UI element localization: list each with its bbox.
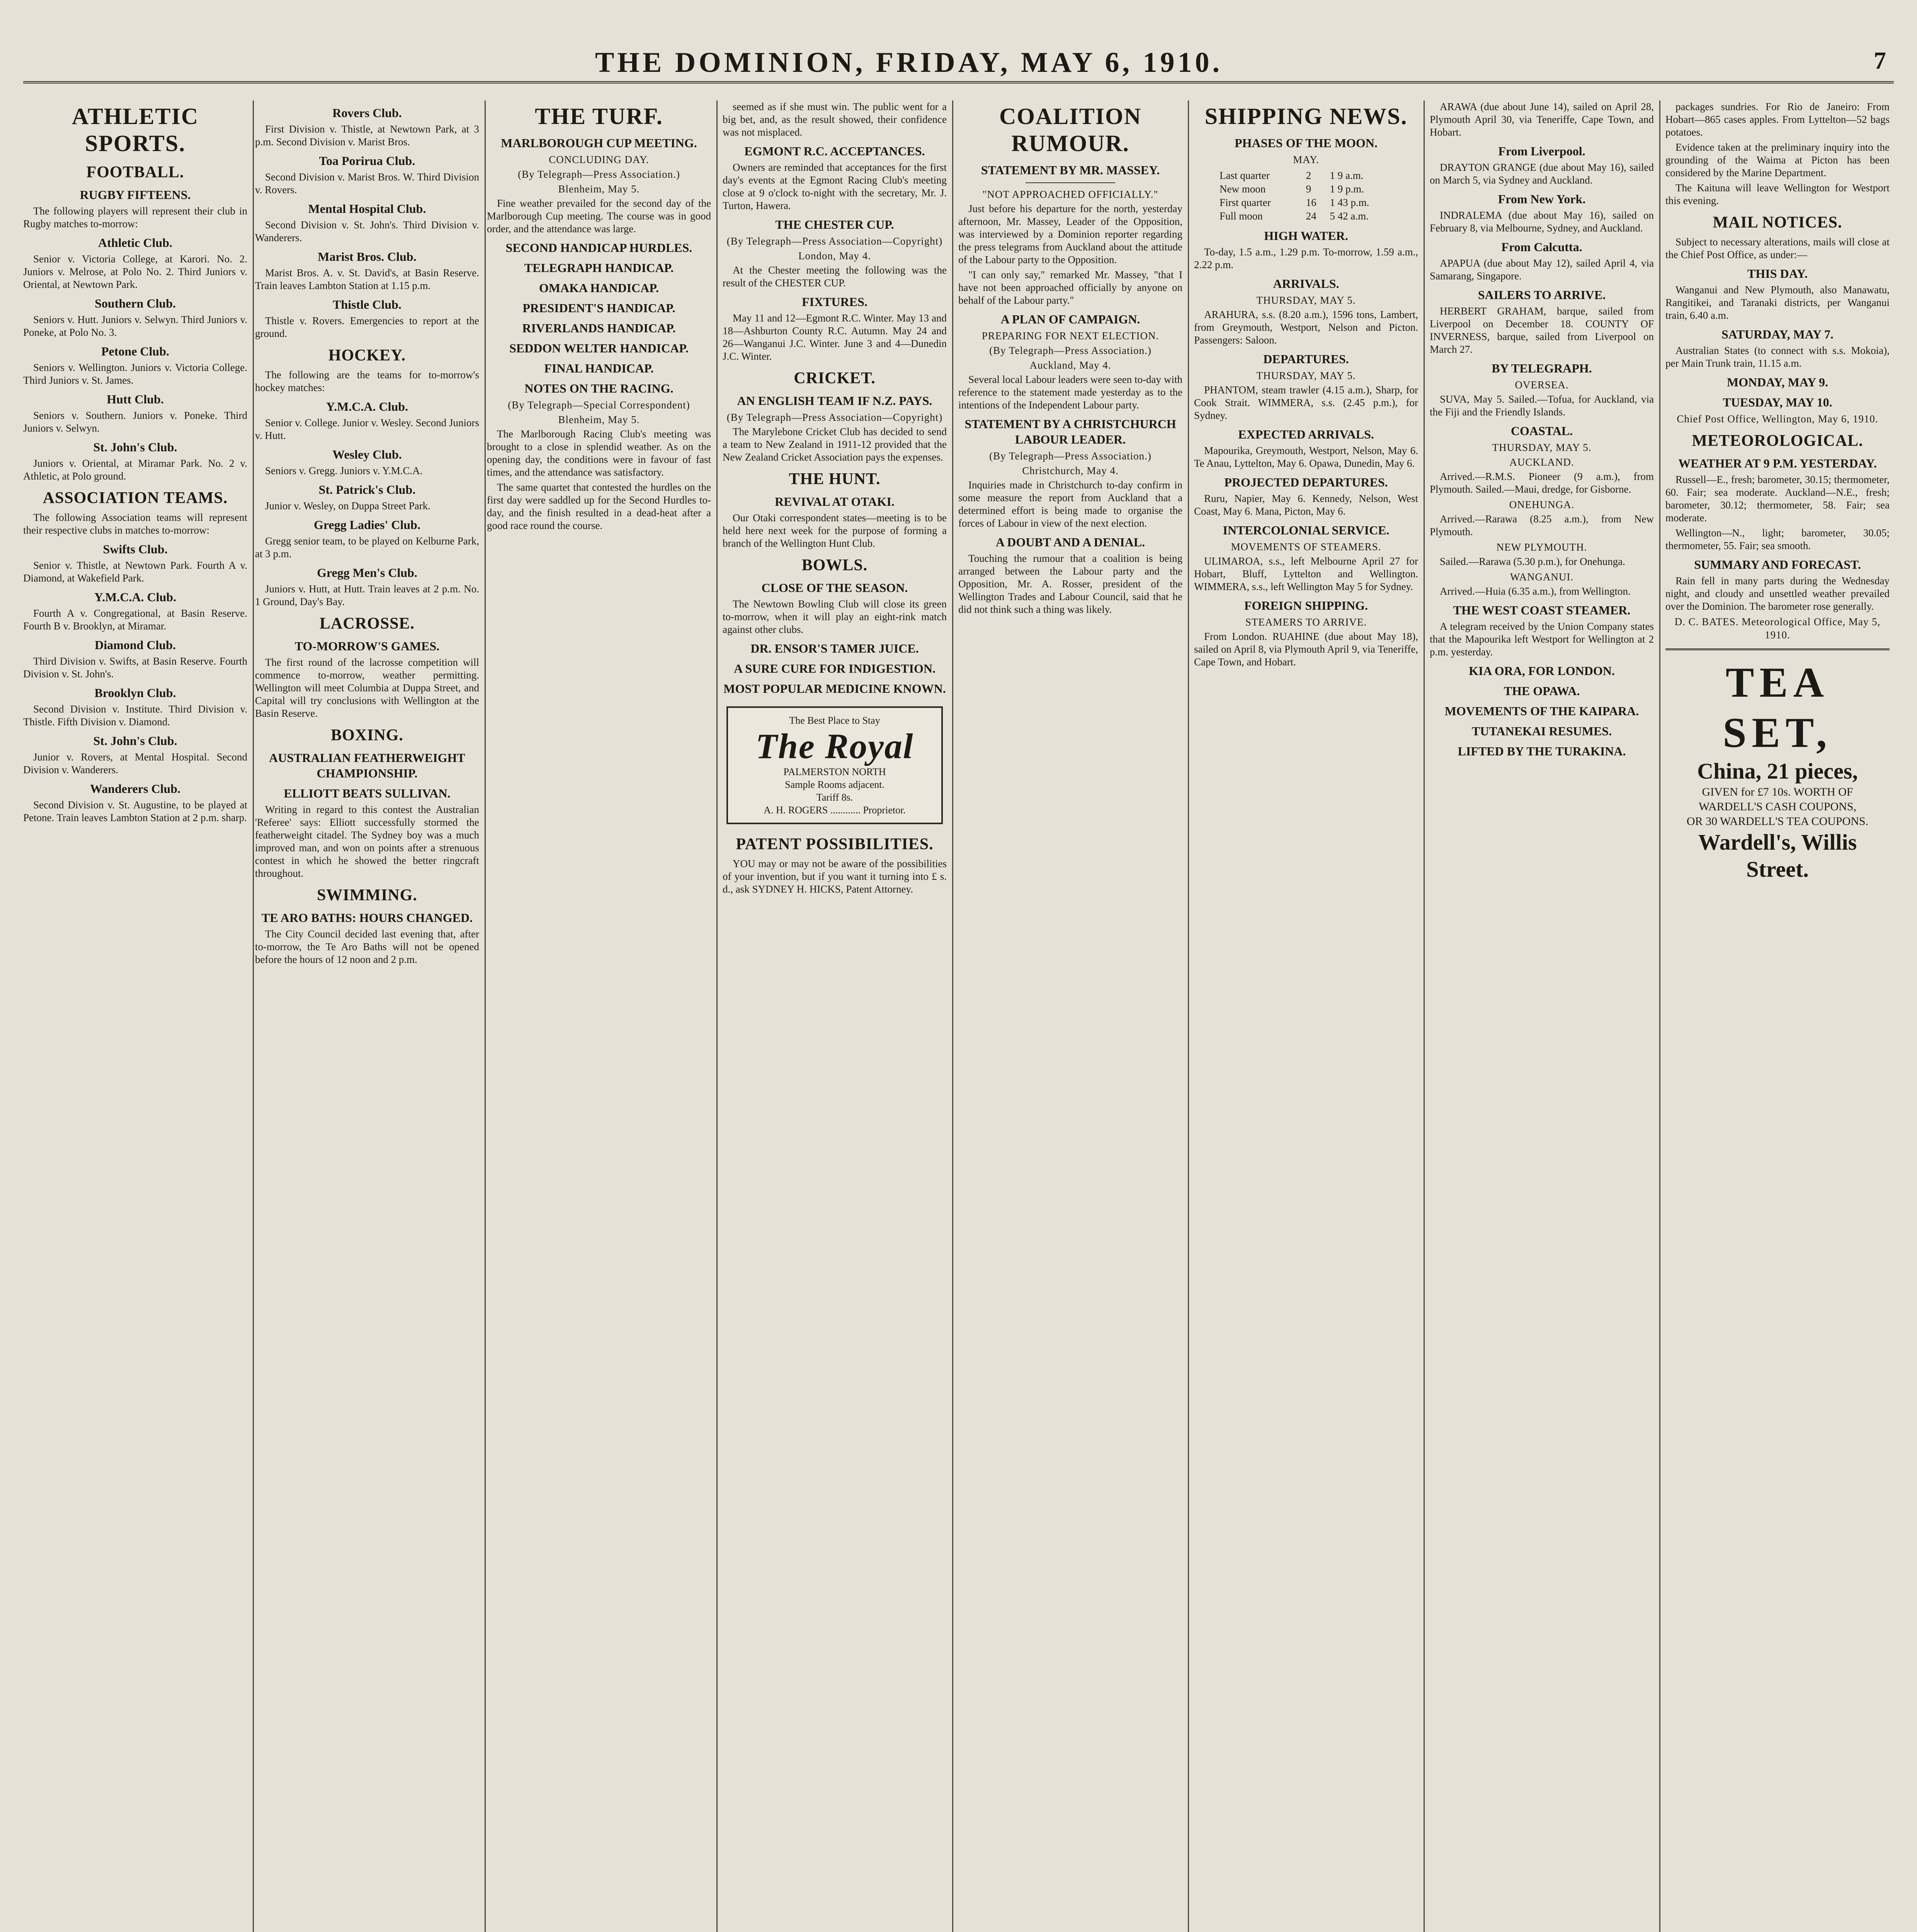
item-heading: AN ENGLISH TEAM IF N.Z. PAYS. [737, 394, 932, 408]
item-heading: Petone Club. [101, 344, 169, 358]
item-heading: Y.M.C.A. Club. [326, 400, 408, 413]
dateline: Auckland, May 4. [1029, 359, 1111, 371]
dateline: (By Telegraph—Press Association.) [989, 450, 1152, 462]
article-paragraph: HERBERT GRAHAM, barque, sailed from Liverpool on December 18. COUNTY OF INVERNESS, barque, sailed from Liverpool on March 27. [1430, 305, 1654, 355]
item-heading: INTERCOLONIAL SERVICE. [1223, 523, 1390, 537]
item-heading: MARLBOROUGH CUP MEETING. [501, 136, 697, 150]
dateline: STEAMERS TO ARRIVE. [1245, 616, 1367, 628]
item-heading: SATURDAY, MAY 7. [1721, 327, 1834, 341]
page-number: 7 [1874, 47, 1886, 74]
item-heading: OMAKA HANDICAP. [539, 281, 659, 295]
dateline: (By Telegraph—Special Correspondent) [508, 399, 690, 411]
tea-set-advertisement [1665, 657, 1890, 883]
moon-time: 1 9 a.m. [1330, 170, 1364, 181]
article-paragraph: The following Association teams will represent their respective clubs in matches to-morrow: [23, 512, 247, 536]
subsection-heading: BOXING. [331, 726, 403, 744]
column-4 [723, 100, 953, 1932]
item-heading: SECOND HANDICAP HURDLES. [505, 241, 692, 255]
article-paragraph: Third Division v. Swifts, at Basin Reserve. Fourth Division v. St. John's. [23, 655, 247, 680]
article-paragraph: Seniors v. Gregg. Juniors v. Y.M.C.A. [265, 465, 423, 476]
subsection-heading: SWIMMING. [317, 886, 417, 904]
article-paragraph: Second Division v. St. Augustine, to be played at Petone. Train leaves Lambton Station at 2 p.m. sharp. [23, 799, 247, 823]
dateline: MAY. [1293, 154, 1319, 165]
article-paragraph: Mapourika, Greymouth, Westport, Nelson, May 6. Te Anau, Lyttelton, May 6. Opawa, Dunedin, May 6. [1194, 445, 1418, 469]
subsection-heading: MAIL NOTICES. [1713, 214, 1842, 231]
article-paragraph: Sailed.—Rarawa (5.30 p.m.), for Onehunga. [1440, 556, 1625, 567]
subsection-heading: CRICKET. [794, 369, 876, 387]
item-heading: DEPARTURES. [1263, 352, 1349, 366]
article-paragraph: The Marylebone Cricket Club has decided to send a team to New Zealand in 1911-12 provided that the New Zealand Cricket Association pays the expenses. [723, 426, 947, 463]
item-heading: TELEGRAPH HANDICAP. [524, 261, 674, 275]
article-paragraph: Second Division v. St. John's. Third Division v. Wanderers. [255, 219, 479, 243]
item-heading: A PLAN OF CAMPAIGN. [1000, 312, 1140, 326]
item-heading: Mental Hospital Club. [308, 202, 426, 216]
item-heading: TUESDAY, MAY 10. [1723, 395, 1832, 409]
item-heading: HIGH WATER. [1264, 229, 1348, 243]
article-paragraph: May 11 and 12—Egmont R.C. Winter. May 13 and 18—Ashburton County R.C. Autumn. May 24 and 26—Wanganui J.C. Winter. June 3 and 4—Dunedin J.C. Winter. [723, 312, 947, 362]
dateline: Christchurch, May 4. [1022, 465, 1119, 476]
item-heading: Diamond Club. [95, 638, 176, 652]
ad-line: GIVEN for £7 10s. WORTH OF [1702, 786, 1853, 798]
item-heading: THE OPAWA. [1504, 684, 1580, 698]
ad-tariff: Tariff 8s. [816, 792, 853, 803]
column-5 [958, 100, 1189, 1932]
item-heading: St. John's Club. [93, 734, 177, 748]
item-heading: TO-MORROW'S GAMES. [294, 639, 440, 653]
article-paragraph: Seniors v. Wellington. Juniors v. Victoria College. Third Juniors v. St. James. [23, 362, 247, 386]
item-heading: Gregg Men's Club. [317, 566, 417, 580]
article-paragraph: Senior v. College. Junior v. Wesley. Second Juniors v. Hutt. [255, 417, 479, 441]
dateline: MOVEMENTS OF STEAMERS. [1231, 541, 1381, 553]
item-heading: FINAL HANDICAP. [544, 361, 654, 375]
item-heading: Rovers Club. [332, 106, 402, 120]
column-1 [23, 100, 254, 1932]
item-heading: LIFTED BY THE TURAKINA. [1458, 744, 1626, 758]
article-paragraph: Arrived.—Huia (6.35 a.m.), from Wellington. [1440, 585, 1631, 597]
item-heading: St. John's Club. [93, 440, 177, 454]
moon-phase: First quarter [1220, 197, 1271, 208]
dateline: (By Telegraph—Press Association.) [989, 345, 1152, 356]
article-paragraph: Rain fell in many parts during the Wednesday night, and cloudy and unsettled weather prevailed over the Dominion. The barometer rose generally. [1665, 575, 1890, 612]
item-heading: Hutt Club. [107, 392, 164, 406]
item-heading: SUMMARY AND FORECAST. [1694, 558, 1861, 571]
section-heading: SHIPPING NEWS. [1204, 104, 1408, 129]
article-paragraph: Arrived.—Rarawa (8.25 a.m.), from New Plymouth. [1430, 513, 1654, 537]
item-heading: THE WEST COAST STEAMER. [1453, 603, 1631, 617]
moon-phases-table [1216, 168, 1396, 223]
item-heading: EXPECTED ARRIVALS. [1238, 427, 1374, 441]
dateline: OVERSEA. [1515, 379, 1569, 391]
item-heading: SEDDON WELTER HANDICAP. [509, 341, 689, 355]
item-heading: Brooklyn Club. [94, 686, 176, 700]
ad-subheadline: China, 21 pieces, [1697, 759, 1858, 784]
item-heading: Marist Bros. Club. [318, 250, 417, 264]
subsection-heading: THE HUNT. [789, 470, 881, 488]
article-paragraph: Juniors v. Hutt, at Hutt. Train leaves at 2 p.m. No. 1 Ground, Day's Bay. [255, 583, 479, 607]
article-paragraph: Junior v. Rovers, at Mental Hospital. Second Division v. Wanderers. [23, 751, 247, 776]
item-heading: REVIVAL AT OTAKI. [775, 495, 895, 509]
item-heading: RIVERLANDS HANDICAP. [522, 321, 676, 335]
newspaper-title: THE DOMINION, FRIDAY, MAY 6, 1910. [595, 47, 1223, 78]
subsection-heading: HOCKEY. [328, 347, 406, 364]
dateline: ONEHUNGA. [1509, 499, 1575, 510]
ad-line: WARDELL'S CASH COUPONS, [1699, 800, 1856, 813]
item-heading: CLOSE OF THE SEASON. [761, 581, 908, 595]
article-paragraph: To-day, 1.5 a.m., 1.29 p.m. To-morrow, 1.59 a.m., 2.22 p.m. [1194, 246, 1418, 270]
article-paragraph: Seniors v. Southern. Juniors v. Poneke. Third Juniors v. Selwyn. [23, 410, 247, 434]
article-paragraph: Our Otaki correspondent states—meeting is to be held here next week for the purpose of forming a branch of the Wellington Hunt Club. [723, 512, 947, 549]
ad-location: PALMERSTON NORTH [783, 766, 886, 777]
item-heading: PROJECTED DEPARTURES. [1224, 475, 1388, 489]
column-2 [255, 100, 486, 1932]
dateline: Blenheim, May 5. [558, 183, 640, 195]
dateline: (By Telegraph—Press Association—Copyright) [726, 235, 943, 247]
table-row [1217, 169, 1395, 182]
article-paragraph: APAPUA (due about May 12), sailed April 4, via Samarang, Singapore. [1430, 257, 1654, 282]
item-heading: TE ARO BATHS: HOURS CHANGED. [261, 911, 473, 925]
article-paragraph: packages sundries. For Rio de Janeiro: From Hobart—865 cases apples. From Lyttelton—52 bags potatoes. [1665, 101, 1890, 138]
item-heading: SAILERS TO ARRIVE. [1478, 288, 1606, 302]
ad-line: OR 30 WARDELL'S TEA COUPONS. [1686, 815, 1869, 828]
article-paragraph: Several local Labour leaders were seen to-day with reference to the statement made yesterday as to the intentions of the Independent Labour party. [958, 374, 1182, 411]
article-paragraph: Seniors v. Hutt. Juniors v. Selwyn. Third Juniors v. Poneke, at Polo No. 3. [23, 314, 247, 338]
item-heading: MOVEMENTS OF THE KAIPARA. [1444, 704, 1639, 718]
ad-headline: TEA SET, [1723, 659, 1832, 756]
dateline: THURSDAY, MAY 5. [1492, 442, 1592, 453]
item-heading: Y.M.C.A. Club. [94, 590, 177, 604]
dateline: CONCLUDING DAY. [549, 154, 649, 165]
subsection-heading: FOOTBALL. [86, 163, 184, 181]
article-paragraph: ULIMAROA, s.s., left Melbourne April 27 for Hobart, Bluff, Lyttelton and Wellington. WIMMERA, s.s., left Wellington May 5 for Sydney. [1194, 555, 1418, 592]
moon-phase: Full moon [1220, 210, 1263, 222]
item-heading: ARRIVALS. [1273, 277, 1339, 291]
subsection-heading: BOWLS. [801, 556, 868, 574]
dateline: AUCKLAND. [1509, 456, 1574, 468]
item-heading: Swifts Club. [103, 542, 168, 556]
article-paragraph: DRAYTON GRANGE (due about May 16), sailed on March 5, via Sydney and Auckland. [1430, 162, 1654, 186]
article-paragraph: Inquiries made in Christchurch to-day confirm in some measure the report from Auckland that a determined effort is being made to organise the forces of Labour in view of the next election. [958, 479, 1182, 529]
item-heading: AUSTRALIAN FEATHERWEIGHT CHAMPIONSHIP. [269, 751, 465, 780]
item-heading: St. Patrick's Club. [318, 483, 416, 497]
item-heading: BY TELEGRAPH. [1492, 361, 1592, 375]
article-paragraph: Junior v. Wesley, on Duppa Street Park. [265, 500, 431, 512]
article-paragraph: Gregg senior team, to be played on Kelburne Park, at 3 p.m. [255, 535, 479, 560]
ad-tagline: The Best Place to Stay [789, 715, 880, 726]
item-heading: ELLIOTT BEATS SULLIVAN. [284, 786, 451, 800]
item-heading: A DOUBT AND A DENIAL. [995, 535, 1145, 549]
article-paragraph: Senior v. Victoria College, at Karori. No. 2. Juniors v. Melrose, at Polo No. 2. Third Juniors v. Oriental, at Newtown Park. [23, 253, 247, 290]
article-paragraph: The same quartet that contested the hurdles on the first day were saddled up for the Second Hurdles to-day, and the finish resulted in a dead-heat after a good race round the course. [487, 481, 711, 531]
section-heading: COALITION RUMOUR. [999, 104, 1142, 156]
article-paragraph: YOU may or may not be aware of the possibilities of your invention, but if you want it turning into £ s. d., ask SYDNEY H. HICKS, Patent Attorney. [723, 858, 947, 895]
dateline: Blenheim, May 5. [558, 414, 640, 425]
item-heading: PRESIDENT'S HANDICAP. [522, 301, 675, 315]
column-8 [1665, 100, 1895, 1932]
item-heading: Wanderers Club. [90, 782, 181, 796]
dateline: (By Telegraph—Press Association.) [518, 168, 680, 180]
dateline: "NOT APPROACHED OFFICIALLY." [982, 189, 1158, 200]
item-heading: From Calcutta. [1501, 240, 1582, 254]
moon-day: 9 [1306, 183, 1311, 195]
article-paragraph: Ruru, Napier, May 6. Kennedy, Nelson, West Coast, May 6. Mana, Picton, May 6. [1194, 493, 1418, 517]
item-heading: PHASES OF THE MOON. [1235, 136, 1378, 150]
dateline: PREPARING FOR NEXT ELECTION. [981, 330, 1159, 342]
section-heading: THE TURF. [535, 104, 663, 129]
item-heading: Southern Club. [95, 296, 176, 310]
article-paragraph: From London. RUAHINE (due about May 18), sailed on April 8, via Plymouth April 9, via Teneriffe, Cape Town, and Hobart. [1194, 631, 1418, 668]
column-3 [487, 100, 718, 1932]
table-row [1217, 196, 1395, 209]
moon-phase: New moon [1220, 183, 1266, 195]
article-paragraph: Just before his departure for the north, yesterday afternoon, Mr. Massey, Leader of the Opposition, was interviewed by a Dominion reporter regarding the press telegrams from Auckland about the attitude of the Labour party to the Opposition. [958, 203, 1182, 265]
item-heading: Athletic Club. [98, 236, 172, 250]
dateline: THURSDAY, MAY 5. [1256, 370, 1356, 381]
royal-hotel-advertisement [726, 706, 943, 824]
item-heading: FIXTURES. [802, 295, 867, 309]
article-paragraph: SUVA, May 5. Sailed.—Tofua, for Auckland, via the Fiji and the Friendly Islands. [1430, 393, 1654, 418]
article-paragraph: The City Council decided last evening that, after to-morrow, the Te Aro Baths will not be opened before the hours of 12 noon and 2 p.m. [255, 928, 479, 965]
dateline: NEW PLYMOUTH. [1496, 541, 1587, 553]
article-paragraph: ARAHURA, s.s. (8.20 a.m.), 1596 tons, Lambert, from Greymouth, Westport, Nelson and Picton. Passengers: Saloon. [1194, 309, 1418, 346]
article-paragraph: PHANTOM, steam trawler (4.15 a.m.), Sharp, for Cook Strait. WIMMERA, s.s. (2.45 p.m.), for Sydney. [1194, 384, 1418, 421]
article-paragraph: The first round of the lacrosse competition will commence to-morrow, weather permitting. Wellington will meet Columbia at Duppa Street, and Capital will try conclusions with Wellington at the Basin Reserve. [255, 656, 479, 719]
item-heading: DR. ENSOR'S TAMER JUICE. [750, 641, 919, 655]
article-paragraph: Australian States (to connect with s.s. Mokoia), per Main Trunk train, 11.15 a.m. [1665, 345, 1890, 369]
moon-time: 1 9 p.m. [1330, 183, 1364, 195]
item-heading: KIA ORA, FOR LONDON. [1469, 664, 1615, 678]
article-paragraph: At the Chester meeting the following was the result of the CHESTER CUP. [723, 264, 947, 289]
article-paragraph: Second Division v. Institute. Third Division v. Thistle. Fifth Division v. Diamond. [23, 703, 247, 728]
dateline: (By Telegraph—Press Association—Copyright) [726, 412, 943, 423]
column-6 [1194, 100, 1425, 1932]
masthead [23, 46, 1894, 83]
ad-footer: Wardell's, Willis Street. [1698, 830, 1857, 882]
article-paragraph: The following are the teams for to-morrow's hockey matches: [255, 369, 479, 393]
item-heading: THIS DAY. [1747, 267, 1808, 281]
moon-time: 1 43 p.m. [1330, 197, 1369, 208]
table-row [1217, 183, 1395, 196]
divider-rule [1665, 648, 1890, 650]
article-paragraph: Owners are reminded that acceptances for the first day's events at the Egmont Racing Club's meeting close at 9 o'clock to-night with the secretary, Mr. J. Turton, Hawera. [723, 162, 947, 211]
dateline: THURSDAY, MAY 5. [1256, 294, 1356, 306]
article-paragraph: Juniors v. Oriental, at Miramar Park. No. 2 v. Athletic, at Polo ground. [23, 457, 247, 482]
divider-rule [1026, 182, 1115, 183]
item-heading: From New York. [1498, 192, 1586, 206]
item-heading: THE CHESTER CUP. [775, 218, 894, 231]
item-heading: FOREIGN SHIPPING. [1244, 599, 1368, 612]
article-paragraph: The Kaituna will leave Wellington for Westport this evening. [1665, 182, 1890, 206]
item-heading: WEATHER AT 9 P.M. YESTERDAY. [1678, 456, 1877, 470]
moon-day: 2 [1306, 170, 1311, 181]
moon-time: 5 42 a.m. [1330, 210, 1369, 222]
column-7 [1430, 100, 1660, 1932]
subsection-heading: METEOROLOGICAL. [1692, 432, 1863, 450]
item-heading: Thistle Club. [333, 298, 401, 311]
dateline: London, May 4. [798, 250, 871, 262]
item-heading: MONDAY, MAY 9. [1727, 375, 1828, 389]
article-paragraph: The Marlborough Racing Club's meeting was brought to a close in splendid weather. As on the opening day, the conditions were in favour of fast times, and the attendance was satisfactory. [487, 428, 711, 478]
article-paragraph: A telegram received by the Union Company states that the Mapourika left Westport for Wellington at 2 p.m. yesterday. [1430, 621, 1654, 658]
article-paragraph: First Division v. Thistle, at Newtown Park, at 3 p.m. Second Division v. Marist Bros. [255, 123, 479, 148]
item-heading: From Liverpool. [1498, 144, 1585, 158]
article-paragraph: seemed as if she must win. The public went for a big bet, and, as the result showed, their confidence was not misplaced. [723, 101, 947, 138]
article-paragraph: Fine weather prevailed for the second day of the Marlborough Cup meeting. The course was in good order, and the attendance was large. [487, 197, 711, 235]
article-paragraph: ARAWA (due about June 14), sailed on April 28, Plymouth April 30, via Teneriffe, Cape Town, and Hobart. [1430, 101, 1654, 138]
item-heading: Wesley Club. [332, 447, 402, 461]
item-heading: EGMONT R.C. ACCEPTANCES. [744, 144, 925, 158]
subsection-heading: PATENT POSSIBILITIES. [736, 835, 934, 853]
dateline: Chief Post Office, Wellington, May 6, 1910. [1677, 413, 1878, 425]
item-heading: MOST POPULAR MEDICINE KNOWN. [723, 682, 946, 696]
moon-day: 16 [1306, 197, 1317, 208]
subsection-heading: ASSOCIATION TEAMS. [43, 489, 228, 507]
article-paragraph: Thistle v. Rovers. Emergencies to report at the ground. [255, 315, 479, 339]
item-heading: NOTES ON THE RACING. [524, 381, 674, 395]
article-paragraph: Arrived.—R.M.S. Pioneer (9 a.m.), from Plymouth. Sailed.—Maui, dredge, for Gisborne. [1430, 471, 1654, 495]
dateline: WANGANUI. [1510, 571, 1574, 583]
ad-hotel-name: The Royal [755, 726, 914, 766]
article-paragraph: Wanganui and New Plymouth, also Manawatu, Rangitikei, and Taranaki districts, per Wanganui train, 6.40 a.m. [1665, 284, 1890, 321]
item-heading: Gregg Ladies' Club. [314, 518, 420, 532]
article-paragraph: Touching the rumour that a coalition is being arranged between the Labour party and the Opposition, Mr. A. Rosser, president of the Wellington Trades and Labour Council, said that he did not think such a thing was likely. [958, 553, 1182, 615]
ad-proprietor: A. H. ROGERS ............ Proprietor. [764, 804, 906, 816]
moon-day: 24 [1306, 210, 1317, 222]
article-paragraph: Wellington—N., light; barometer, 30.05; thermometer, 55. Fair; sea smooth. [1665, 527, 1890, 551]
article-paragraph: Second Division v. Marist Bros. W. Third Division v. Rovers. [255, 171, 479, 196]
item-heading: TUTANEKAI RESUMES. [1471, 724, 1612, 738]
item-heading: RUGBY FIFTEENS. [80, 188, 191, 202]
article-paragraph: The Newtown Bowling Club will close its green to-morrow, when it will play an eight-rink match against other clubs. [723, 598, 947, 635]
ad-line: Sample Rooms adjacent. [785, 779, 885, 790]
item-heading: Toa Porirua Club. [319, 154, 415, 168]
item-heading: COASTAL. [1510, 424, 1573, 438]
moon-phase: Last quarter [1220, 170, 1270, 181]
article-paragraph: Evidence taken at the preliminary inquiry into the grounding of the Waima at Picton has been considered by the Marine Department. [1665, 141, 1890, 179]
article-paragraph: Senior v. Thistle, at Newtown Park. Fourth A v. Diamond, at Wakefield Park. [23, 560, 247, 584]
dateline: D. C. BATES. Meteorological Office, May 5, 1910. [1674, 616, 1881, 641]
item-heading: A SURE CURE FOR INDIGESTION. [734, 662, 936, 675]
article-paragraph: INDRALEMA (due about May 16), sailed on February 8, via Melbourne, Sydney, and Auckland. [1430, 209, 1654, 234]
item-heading: STATEMENT BY A CHRISTCHURCH LABOUR LEADER. [964, 417, 1176, 446]
subsection-heading: LACROSSE. [320, 615, 415, 633]
article-paragraph: Subject to necessary alterations, mails will close at the Chief Post Office, as under:— [1665, 236, 1890, 260]
article-paragraph: Writing in regard to this contest the Australian 'Referee' says: Elliott successfully stormed the featherweight citadel. The Sydney boy was a much improved man, and won on points after a strenuous contest in which he showed the better ringcraft throughout. [255, 804, 479, 879]
section-heading: ATHLETIC SPORTS. [71, 104, 199, 156]
article-paragraph: Marist Bros. A. v. St. David's, at Basin Reserve. Train leaves Lambton Station at 1.15 p.m. [255, 267, 479, 291]
item-heading: STATEMENT BY MR. MASSEY. [981, 163, 1160, 177]
article-paragraph: "I can only say," remarked Mr. Massey, "that I have not been approached officially by anyone on behalf of the Labour party." [958, 269, 1182, 306]
article-paragraph: The following players will represent their club in Rugby matches to-morrow: [23, 205, 247, 230]
article-paragraph: Russell—E., fresh; barometer, 30.15; thermometer, 60. Fair; sea moderate. Auckland—N.E., fresh; barometer, 30.12; thermometer, 58. Fair; sea moderate. [1665, 474, 1890, 524]
article-paragraph: Fourth A v. Congregational, at Basin Reserve. Fourth B v. Brooklyn, at Miramar. [23, 607, 247, 632]
table-row [1217, 210, 1395, 223]
